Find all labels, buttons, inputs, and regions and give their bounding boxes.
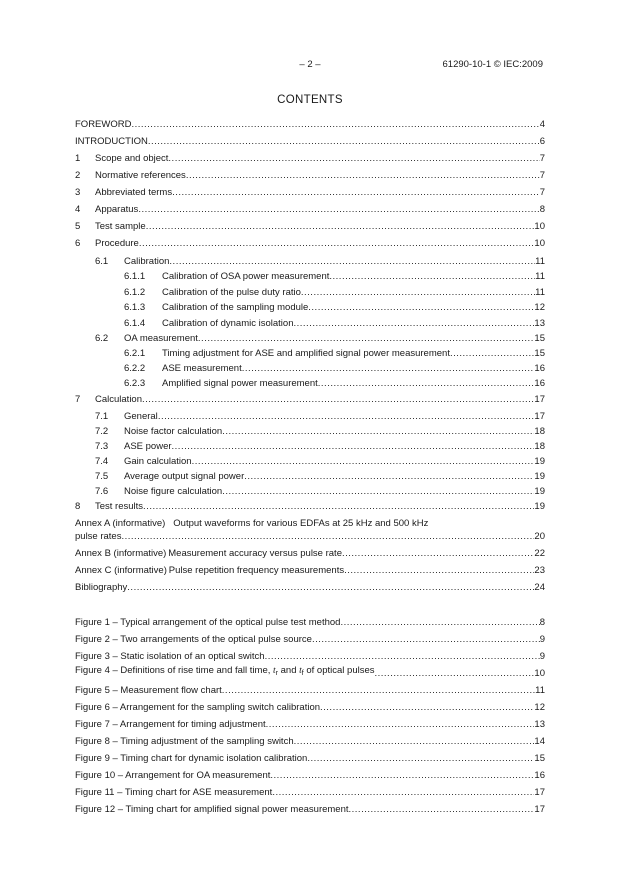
page-number: – 2 – bbox=[299, 59, 321, 70]
toc-entry-6[interactable]: 6 Procedure ..... 10 bbox=[75, 236, 545, 249]
toc-entry-foreword[interactable]: FOREWORD ..... 4 bbox=[75, 117, 545, 130]
toc-entry-6-1-3[interactable]: 6.1.3 Calibration of the sampling module ..... 12 bbox=[124, 300, 545, 313]
document-reference: 61290-10-1 © IEC:2009 bbox=[442, 59, 543, 70]
figure-entry-5[interactable]: Figure 5 – Measurement flow chart ..... 11 bbox=[75, 683, 545, 696]
toc-entry-7-4[interactable]: 7.4 Gain calculation ..... 19 bbox=[95, 454, 545, 467]
toc-entry-annex-a-line1[interactable]: Annex A (informative) Output waveforms for various EDFAs at 25 kHz and 500 kHz bbox=[75, 518, 429, 529]
toc-entry-annex-b[interactable]: Annex B (informative) Measurement accuracy versus pulse rate ..... 22 bbox=[75, 546, 545, 559]
toc-entry-bibliography[interactable]: Bibliography ..... 24 bbox=[75, 580, 545, 593]
page-title: CONTENTS bbox=[277, 94, 343, 106]
figure-entry-1[interactable]: Figure 1 – Typical arrangement of the optical pulse test method ..... 8 bbox=[75, 615, 545, 628]
toc-entry-7-3[interactable]: 7.3 ASE power ..... 18 bbox=[95, 439, 545, 452]
toc-entry-6-2-2[interactable]: 6.2.2 ASE measurement ..... 16 bbox=[124, 361, 545, 374]
figure-entry-12[interactable]: Figure 12 – Timing chart for amplified signal power measurement ..... 17 bbox=[75, 802, 545, 815]
toc-entry-8[interactable]: 8 Test results ..... 19 bbox=[75, 499, 545, 512]
toc-entry-4[interactable]: 4 Apparatus ..... 8 bbox=[75, 202, 545, 215]
figure-entry-3[interactable]: Figure 3 – Static isolation of an optical switch ..... 9 bbox=[75, 649, 545, 662]
figure-entry-11[interactable]: Figure 11 – Timing chart for ASE measurement ..... 17 bbox=[75, 785, 545, 798]
toc-entry-7-5[interactable]: 7.5 Average output signal power ..... 19 bbox=[95, 469, 545, 482]
toc-entry-annex-a[interactable]: pulse rates ..... 20 bbox=[75, 529, 545, 542]
toc-entry-3[interactable]: 3 Abbreviated terms ..... 7 bbox=[75, 185, 545, 198]
toc-entry-6-1-1[interactable]: 6.1.1 Calibration of OSA power measurement ..... 11 bbox=[124, 269, 545, 282]
figure-entry-9[interactable]: Figure 9 – Timing chart for dynamic isolation calibration ..... 15 bbox=[75, 751, 545, 764]
figure-entry-6[interactable]: Figure 6 – Arrangement for the sampling switch calibration ..... 12 bbox=[75, 700, 545, 713]
figure-entry-7[interactable]: Figure 7 – Arrangement for timing adjustment ..... 13 bbox=[75, 717, 545, 730]
toc-entry-6-2-1[interactable]: 6.2.1 Timing adjustment for ASE and amplified signal power measurement ..... 15 bbox=[124, 346, 545, 359]
toc-entry-7-6[interactable]: 7.6 Noise figure calculation ..... 19 bbox=[95, 484, 545, 497]
toc-entry-5[interactable]: 5 Test sample ..... 10 bbox=[75, 219, 545, 232]
toc-entry-annex-c[interactable]: Annex C (informative) Pulse repetition frequency measurements ..... 23 bbox=[75, 563, 545, 576]
toc-entry-6-2[interactable]: 6.2 OA measurement ..... 15 bbox=[95, 331, 545, 344]
toc-entry-6-1[interactable]: 6.1 Calibration ..... 11 bbox=[95, 254, 545, 267]
figure-entry-4[interactable]: Figure 4 – Definitions of rise time and fall time, $t_r$ and $t_f$ of optical pulses ..... 10 bbox=[75, 666, 545, 679]
toc-entry-7-2[interactable]: 7.2 Noise factor calculation ..... 18 bbox=[95, 424, 545, 437]
toc-entry-1[interactable]: 1 Scope and object ..... 7 bbox=[75, 151, 545, 164]
toc-entry-2[interactable]: 2 Normative references ..... 7 bbox=[75, 168, 545, 181]
figure-entry-8[interactable]: Figure 8 – Timing adjustment of the sampling switch ..... 14 bbox=[75, 734, 545, 747]
toc-entry-6-1-4[interactable]: 6.1.4 Calibration of dynamic isolation ..... 13 bbox=[124, 316, 545, 329]
toc-entry-introduction[interactable]: INTRODUCTION ..... 6 bbox=[75, 134, 545, 147]
toc-entry-6-1-2[interactable]: 6.1.2 Calibration of the pulse duty ratio ..... 11 bbox=[124, 285, 545, 298]
toc-entry-7[interactable]: 7 Calculation ..... 17 bbox=[75, 392, 545, 405]
toc-entry-7-1[interactable]: 7.1 General ..... 17 bbox=[95, 409, 545, 422]
figure-entry-2[interactable]: Figure 2 – Two arrangements of the optical pulse source ..... 9 bbox=[75, 632, 545, 645]
toc-entry-6-2-3[interactable]: 6.2.3 Amplified signal power measurement ..... 16 bbox=[124, 376, 545, 389]
figure-entry-10[interactable]: Figure 10 – Arrangement for OA measurement ..... 16 bbox=[75, 768, 545, 781]
